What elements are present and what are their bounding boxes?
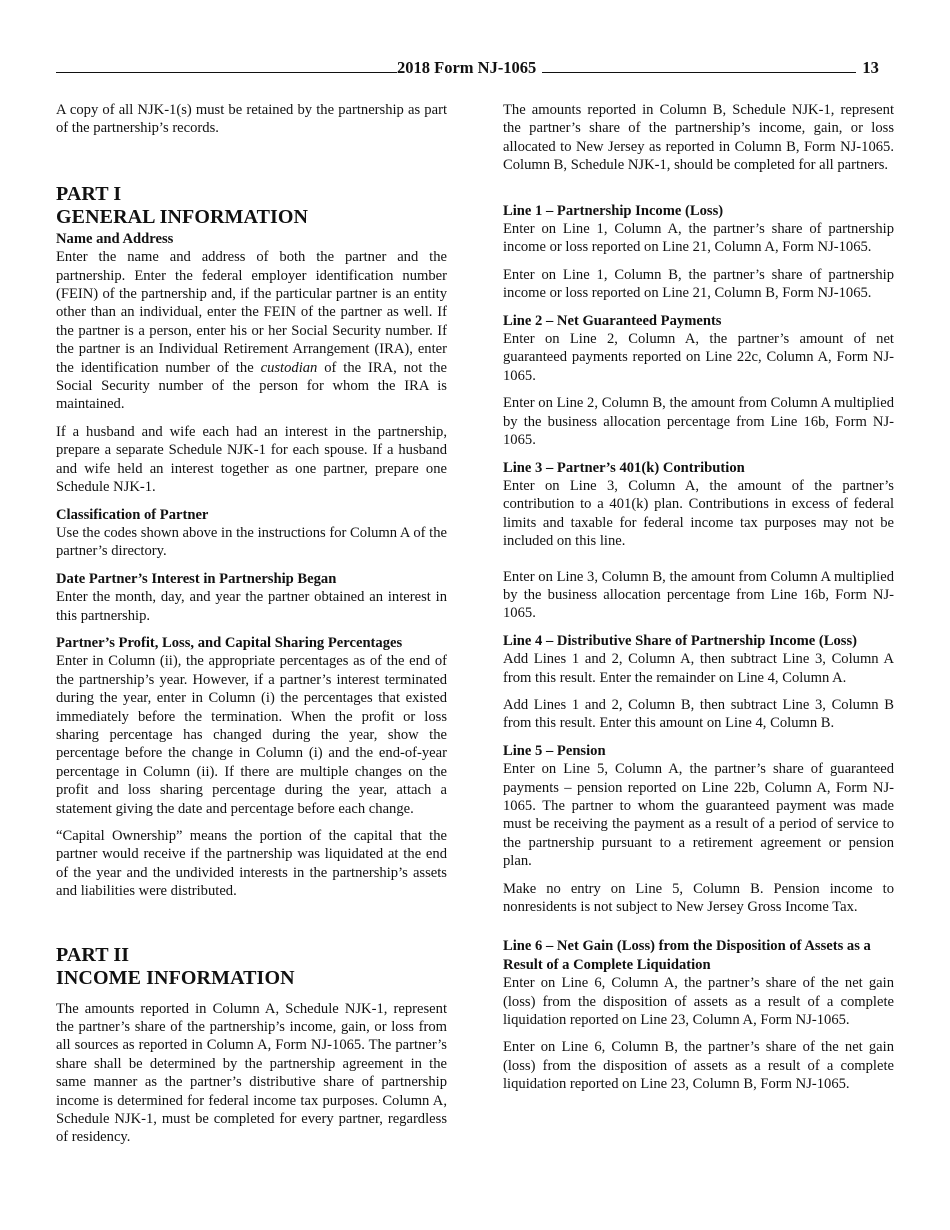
classification-heading: Classification of Partner [56,506,209,523]
line1-paragraph-b: Enter on Line 1, Column B, the partner’s share of partnership income or loss reported on Line 21, Column B, Form NJ-1065. [503,266,894,302]
line3-paragraph-b: Enter on Line 3, Column B, the amount from Column A multiplied by the business allocation percentage from Line 16b, Form NJ-1065. [503,568,894,622]
left-column [56,101,447,1156]
husband-wife-paragraph: If a husband and wife each had an interest in the partnership, prepare a separate Schedule NJK-1 for each spouse. If a husband and wife held an interest together as one partner, prepare one Schedule NJK-1. [56,423,447,496]
line6-paragraph-b: Enter on Line 6, Column B, the partner’s share of the net gain (loss) from the disposition of assets as a result of a complete liquidation reported on Line 23, Column B, Form NJ-1065. [503,1039,894,1093]
line5-paragraph-a: Enter on Line 5, Column A, the partner’s share of guaranteed payments – pension reported on Line 22b, Column A, Form NJ-1065. The partner to whom the guaranteed payment was made must be receiving the payment as a result of a period of service to the partnership pursuant to a retirement agreement or pension plan. [503,761,894,870]
line2-paragraph-b: Enter on Line 2, Column B, the amount from Column A multiplied by the business allocation percentage from Line 16b, Form NJ-1065. [503,395,894,449]
profit-loss-paragraph: Enter in Column (ii), the appropriate percentages as of the end of the partnership’s year. However, if a partner’s interest terminated during the year, enter in Column (i) the percentages that existed immediately before the termination. When the profit or loss sharing percentage has changed during the year, show the percentage before the change in Column (i) and the end-of-year percentage in Column (ii). If there are multiple changes on the profit and loss sharing percentage during the year, attach a statement giving the date and percentage before each change. [56,653,447,817]
name-address-paragraph: Enter the name and address of both the partner and the partnership. Enter the federal employer identification number (FEIN) of the partnership and, if the particular partner is an entity other than an individual, enter the FEIN of the partner as well. If the partner is a person, enter his or her Social Security number. If the partner is an Individual Retirement Arrangement (IRA), enter the identification number of the custodian of the IRA, not the Social Security number of the person for whom the IRA is maintained. [56,249,447,413]
line1-paragraph-a: Enter on Line 1, Column A, the partner’s share of partnership income or loss reported on Line 21, Column A, Form NJ-1065. [503,221,894,256]
name-address-heading: Name and Address [56,230,174,247]
line6-heading: Line 6 – Net Gain (Loss) from the Disposition of Assets as a Result of a Complete Liquidation [503,938,871,973]
line4-heading: Line 4 – Distributive Share of Partnership Income (Loss) [503,632,858,649]
part1-title: PART I [56,182,122,205]
intro-paragraph: A copy of all NJK-1(s) must be retained by the partnership as part of the partnership’s records. [56,102,447,137]
column-b-paragraph: The amounts reported in Column B, Schedule NJK-1, represent the partner’s share of the partnership’s income, gain, or loss allocated to New Jersey as reported in Column B, Form NJ-1065. Column B, Schedule NJK-1, should be completed for all partners. [503,102,894,174]
line4-paragraph-a: Add Lines 1 and 2, Column A, then subtract Line 3, Column A from this result. Enter the remainder on Line 4, Column A. [503,651,894,686]
part1-subtitle: GENERAL INFORMATION [56,206,309,229]
part2-subtitle: INCOME INFORMATION [56,967,295,990]
header-rule-left [56,58,397,73]
line1-heading: Line 1 – Partnership Income (Loss) [503,202,724,219]
header-rule-right [542,58,856,73]
line3-paragraph-a: Enter on Line 3, Column A, the amount of the partner’s contribution to a 401(k) plan. Contributions in excess of federal limits and taxable for federal income tax purposes may not be included on this line. [503,477,894,550]
profit-loss-heading: Partner’s Profit, Loss, and Capital Sharing Percentages [56,634,403,651]
right-column [503,101,894,1103]
form-title: 2018 Form NJ-1065 [397,58,537,77]
date-interest-paragraph: Enter the month, day, and year the partner obtained an interest in this partnership. [56,589,447,624]
line6-paragraph-a: Enter on Line 6, Column A, the partner’s share of the net gain (loss) from the disposition of assets as a result of a complete liquidation reported on Line 23, Column A, Form NJ-1065. [503,975,894,1029]
page-header [56,58,894,78]
classification-paragraph: Use the codes shown above in the instructions for Column A of the partner’s directory. [56,524,447,560]
line3-heading: Line 3 – Partner’s 401(k) Contribution [503,459,745,476]
line2-heading: Line 2 – Net Guaranteed Payments [503,312,722,329]
line5-paragraph-b: Make no entry on Line 5, Column B. Pension income to nonresidents is not subject to New Jersey Gross Income Tax. [503,880,894,916]
date-interest-heading: Date Partner’s Interest in Partnership Began [56,570,337,587]
capital-ownership-paragraph: “Capital Ownership” means the portion of the capital that the partner would receive if the partnership was liquidated at the end of the year and the undivided interests in the partnership’s assets and liabilities were distributed. [56,828,447,900]
line4-paragraph-b: Add Lines 1 and 2, Column B, then subtract Line 3, Column B from this result. Enter this amount on Line 4, Column B. [503,696,894,732]
page-number: 13 [862,58,879,77]
income-info-paragraph: The amounts reported in Column A, Schedule NJK-1, represent the partner’s share of the partnership’s income, gain, or loss from all sources as reported in Column A, Form NJ-1065. The partner’s share shall be determined by the partnership agreement in the same manner as the partner’s distributive share of partnership income is determined for federal income tax purposes. Column A, Schedule NJK-1, must be completed for every partner, regardless of residency. [56,1000,447,1146]
part2-title: PART II [56,943,130,966]
line2-paragraph-a: Enter on Line 2, Column A, the partner’s amount of net guaranteed payments reported on Line 22c, Column A, Form NJ-1065. [503,331,894,384]
line5-heading: Line 5 – Pension [503,742,606,759]
